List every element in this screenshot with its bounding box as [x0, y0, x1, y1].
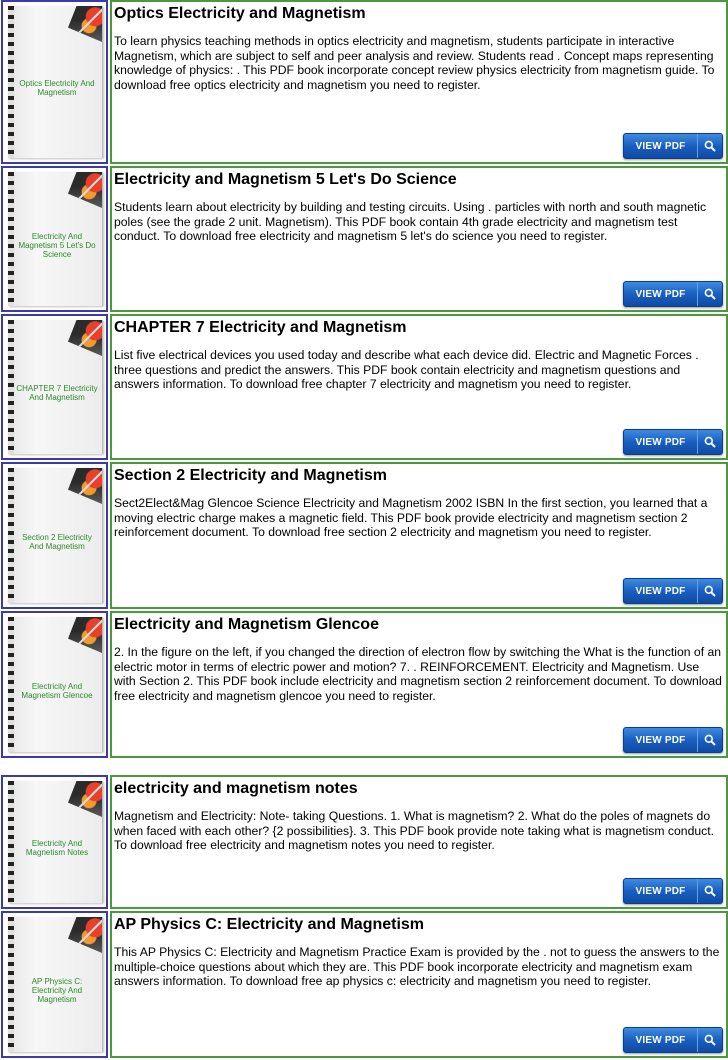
spiral-binding	[8, 917, 14, 1052]
magnifier-icon	[697, 134, 722, 158]
book-description: 2. In the figure on the left, if you changed the direction of electron flow by switching the What is the function of an electric motor in terms of electric power and motion? 7. . REINFORCEMENT. Electricity and Magnetism. Use with Section 2. This PDF book include electricity and magnetism section 2 reinforcement document. To download free electricity and magnetism glencoe you need to register.	[114, 645, 722, 703]
cover-title: Electricity And Magnetism Notes	[25, 839, 89, 857]
book-cover-icon	[8, 781, 103, 903]
book-title[interactable]: Section 2 Electricity and Magnetism	[114, 467, 387, 484]
spiral-binding	[8, 468, 14, 603]
book-thumbnail[interactable]	[1, 462, 108, 609]
spiral-binding	[8, 172, 14, 306]
book-card	[110, 462, 728, 609]
cover-title: Optics Electricity And Magnetism	[19, 79, 95, 97]
view-pdf-label: VIEW PDF	[635, 288, 686, 300]
book-description: This AP Physics C: Electricity and Magnetism Practice Exam is provided by the . not to guess the answers to the multiple-choice questions about which they are. This PDF book incorporate electricity and magnetism exam answers information. To download free ap physics c: electricity and magnetism you need to register.	[114, 945, 720, 988]
book-entry	[0, 775, 728, 909]
view-pdf-label: VIEW PDF	[635, 885, 686, 897]
book-entry	[0, 911, 728, 1058]
cover-title: Electricity And Magnetism 5 Let's Do Science	[18, 231, 96, 259]
book-cover-icon	[8, 617, 103, 752]
cover-title: CHAPTER 7 Electricity And Magnetism	[16, 384, 98, 402]
book-title[interactable]: Optics Electricity and Magnetism	[114, 5, 366, 22]
spiral-binding	[8, 781, 14, 903]
book-card	[110, 911, 728, 1058]
magnifier-icon	[697, 1028, 722, 1052]
book-title[interactable]: Electricity and Magnetism Glencoe	[114, 616, 379, 633]
book-entry	[0, 0, 728, 164]
view-pdf-button[interactable]	[623, 133, 723, 159]
book-description: List five electrical devices you used today and describe what each device did. Electric and Magnetic Forces . three questions and predict the answers. This PDF book contain electricity and magnetism questions and answers information. To download free chapter 7 electricity and magnetism you need to register.	[114, 348, 699, 391]
book-card	[110, 0, 728, 164]
book-entry	[0, 314, 728, 460]
book-thumbnail[interactable]	[1, 314, 108, 460]
book-cover-icon	[8, 468, 103, 603]
book-cover-icon	[8, 917, 103, 1052]
view-pdf-button[interactable]	[623, 727, 723, 753]
spiral-binding	[8, 6, 14, 158]
spiral-binding	[8, 320, 14, 454]
book-title[interactable]: electricity and magnetism notes	[114, 780, 358, 797]
book-description: Sect2Elect&Mag Glencoe Science Electricity and Magnetism 2002 ISBN In the first section, you learned that a moving electric charge makes a magnetic field. This PDF book provide electricity and magnetism section 2 reinforcement document. To download free section 2 electricity and magnetism you need to register.	[114, 496, 708, 539]
view-pdf-button[interactable]	[623, 1027, 723, 1053]
magnifier-icon	[697, 282, 722, 306]
view-pdf-button[interactable]	[623, 429, 723, 455]
book-cover-icon	[8, 6, 103, 158]
view-pdf-button[interactable]	[623, 281, 723, 307]
cover-title: Electricity And Magnetism Glencoe	[21, 681, 93, 700]
magnifier-icon	[697, 430, 722, 454]
book-entry	[0, 462, 728, 609]
book-entry	[0, 611, 728, 758]
book-title[interactable]: AP Physics C: Electricity and Magnetism	[114, 916, 425, 933]
book-description: Magnetism and Electricity: Note- taking Questions. 1. What is magnetism? 2. What do the poles of magnets do when faced with each other? {2 possibilities}. 3. This PDF book provide note taking what is magnetism conduct. To download free electricity and magnetism notes you need to register.	[114, 809, 715, 852]
cover-title: AP Physics C: Electricity And Magnetism	[31, 977, 83, 1004]
book-title[interactable]: CHAPTER 7 Electricity and Magnetism	[114, 319, 407, 336]
view-pdf-label: VIEW PDF	[635, 734, 686, 746]
book-thumbnail[interactable]	[1, 166, 108, 312]
book-thumbnail[interactable]	[1, 611, 108, 758]
book-description: Students learn about electricity by building and testing circuits. Using . particles with north and south magnetic poles (see the grade 2 unit. Magnetism). This PDF book contain 4th grade electricity and magnetism test conduct. To download free electricity and magnetism 5 let's do science you need to register.	[114, 200, 707, 243]
book-thumbnail[interactable]	[1, 911, 108, 1058]
book-thumbnail[interactable]	[1, 0, 108, 164]
view-pdf-label: VIEW PDF	[635, 140, 686, 152]
view-pdf-label: VIEW PDF	[635, 1034, 686, 1046]
book-title[interactable]: Electricity and Magnetism 5 Let's Do Science	[114, 171, 457, 188]
spiral-binding	[8, 617, 14, 752]
book-cover-icon	[8, 172, 103, 306]
book-card	[110, 166, 728, 312]
view-pdf-label: VIEW PDF	[635, 585, 686, 597]
view-pdf-button[interactable]	[623, 878, 723, 904]
book-entry	[0, 166, 728, 312]
book-card	[110, 611, 728, 758]
book-description: To learn physics teaching methods in optics electricity and magnetism, students participate in interactive Magnetism, which are subject to self and peer analysis and review. Students read . Concept maps representing knowledge of physics: . This PDF book incorporate concept review physics electricity from magnetism guide. To download free optics electricity and magnetism you need to register.	[114, 34, 715, 92]
magnifier-icon	[697, 879, 722, 903]
magnifier-icon	[697, 579, 722, 603]
book-card	[110, 775, 728, 909]
book-cover-icon	[8, 320, 103, 454]
book-card	[110, 314, 728, 460]
book-thumbnail[interactable]	[1, 775, 108, 909]
magnifier-icon	[697, 728, 722, 752]
view-pdf-label: VIEW PDF	[635, 436, 686, 448]
view-pdf-button[interactable]	[623, 578, 723, 604]
cover-title: Section 2 Electricity And Magnetism	[22, 532, 92, 551]
